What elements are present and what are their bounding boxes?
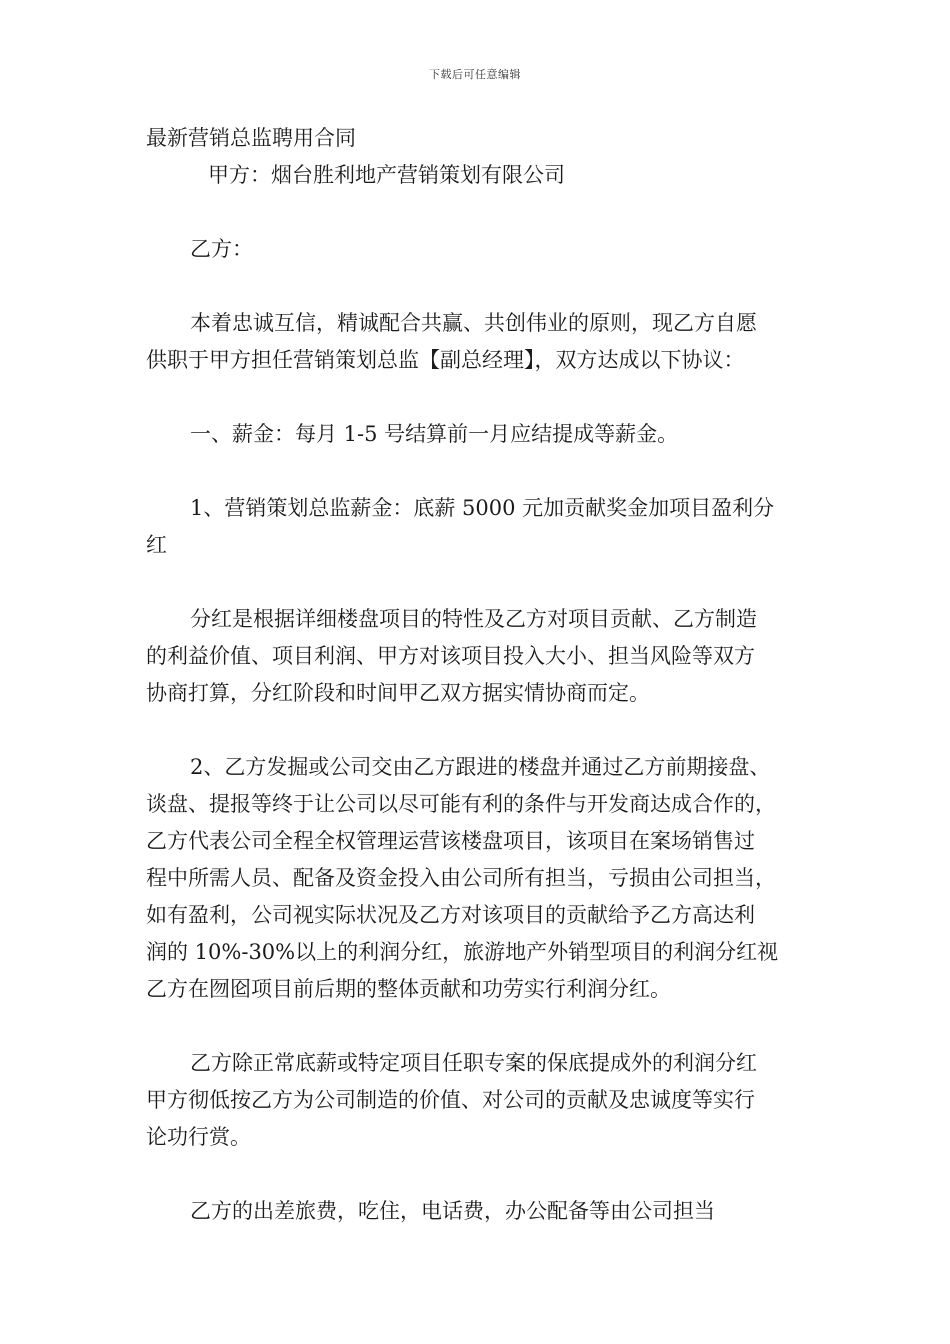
party-b: 乙方： [190, 237, 253, 261]
intro-line: 本着忠诚互信，精诚配合共赢、共创伟业的原则，现乙方自愿 [190, 311, 757, 335]
intro-paragraph [146, 305, 816, 379]
dividend-paragraph [146, 601, 816, 712]
item-2-line: 2、乙方发掘或公司交由乙方跟进的楼盘并通过乙方前期接盘、 [190, 755, 771, 779]
extra-line: 乙方除正常底薪或特定项目任职专案的保底提成外的利润分红 [190, 1051, 757, 1075]
extra-line: 论功行赏。 [146, 1125, 251, 1149]
section-1-heading: 一、薪金：每月 1-5 号结算前一月应结提成等薪金。 [190, 422, 679, 446]
document-body [146, 120, 816, 1230]
dividend-line: 协商打算，分红阶段和时间甲乙双方据实情协商而定。 [146, 681, 650, 705]
item-2-line: 程中所需人员、配备及资金投入由公司所有担当，亏损由公司担当， [146, 866, 776, 890]
item-2-line: 润的 10%-30%以上的利润分红，旅游地产外销型项目的利润分红视 [146, 940, 779, 964]
item-2-line: 如有盈利，公司视实际状况及乙方对该项目的贡献给予乙方高达利 [146, 903, 755, 927]
item-2-line: 谈盘、提报等终于让公司以尽可能有利的条件与开发商达成合作的， [146, 792, 776, 816]
item-1-line: 红 [146, 533, 167, 557]
dividend-line: 的利益价值、项目利润、甲方对该项目投入大小、担当风险等双方 [146, 644, 755, 668]
extra-dividend-paragraph [146, 1045, 816, 1156]
item-2-line: 乙方在囫囵项目前后期的整体贡献和功劳实行利润分红。 [146, 977, 671, 1001]
item-1-paragraph [146, 490, 816, 564]
document-title: 最新营销总监聘用合同 [146, 126, 356, 150]
party-a: 甲方：烟台胜利地产营销策划有限公司 [208, 163, 565, 187]
header-note: 下载后可任意编辑 [429, 68, 521, 81]
item-2-paragraph [146, 749, 816, 1008]
extra-line: 甲方彻低按乙方为公司制造的价值、对公司的贡献及忠诚度等实行 [146, 1088, 755, 1112]
item-2-line: 乙方代表公司全程全权管理运营该楼盘项目，该项目在案场销售过 [146, 829, 755, 853]
dividend-line: 分红是根据详细楼盘项目的特性及乙方对项目贡献、乙方制造 [190, 607, 757, 631]
item-1-line: 1、营销策划总监薪金：底薪 5000 元加贡献奖金加项目盈利分 [190, 496, 775, 520]
intro-line: 供职于甲方担任营销策划总监【副总经理】，双方达成以下协议： [146, 348, 745, 372]
expenses-paragraph: 乙方的出差旅费，吃住，电话费，办公配备等由公司担当 [190, 1199, 715, 1223]
